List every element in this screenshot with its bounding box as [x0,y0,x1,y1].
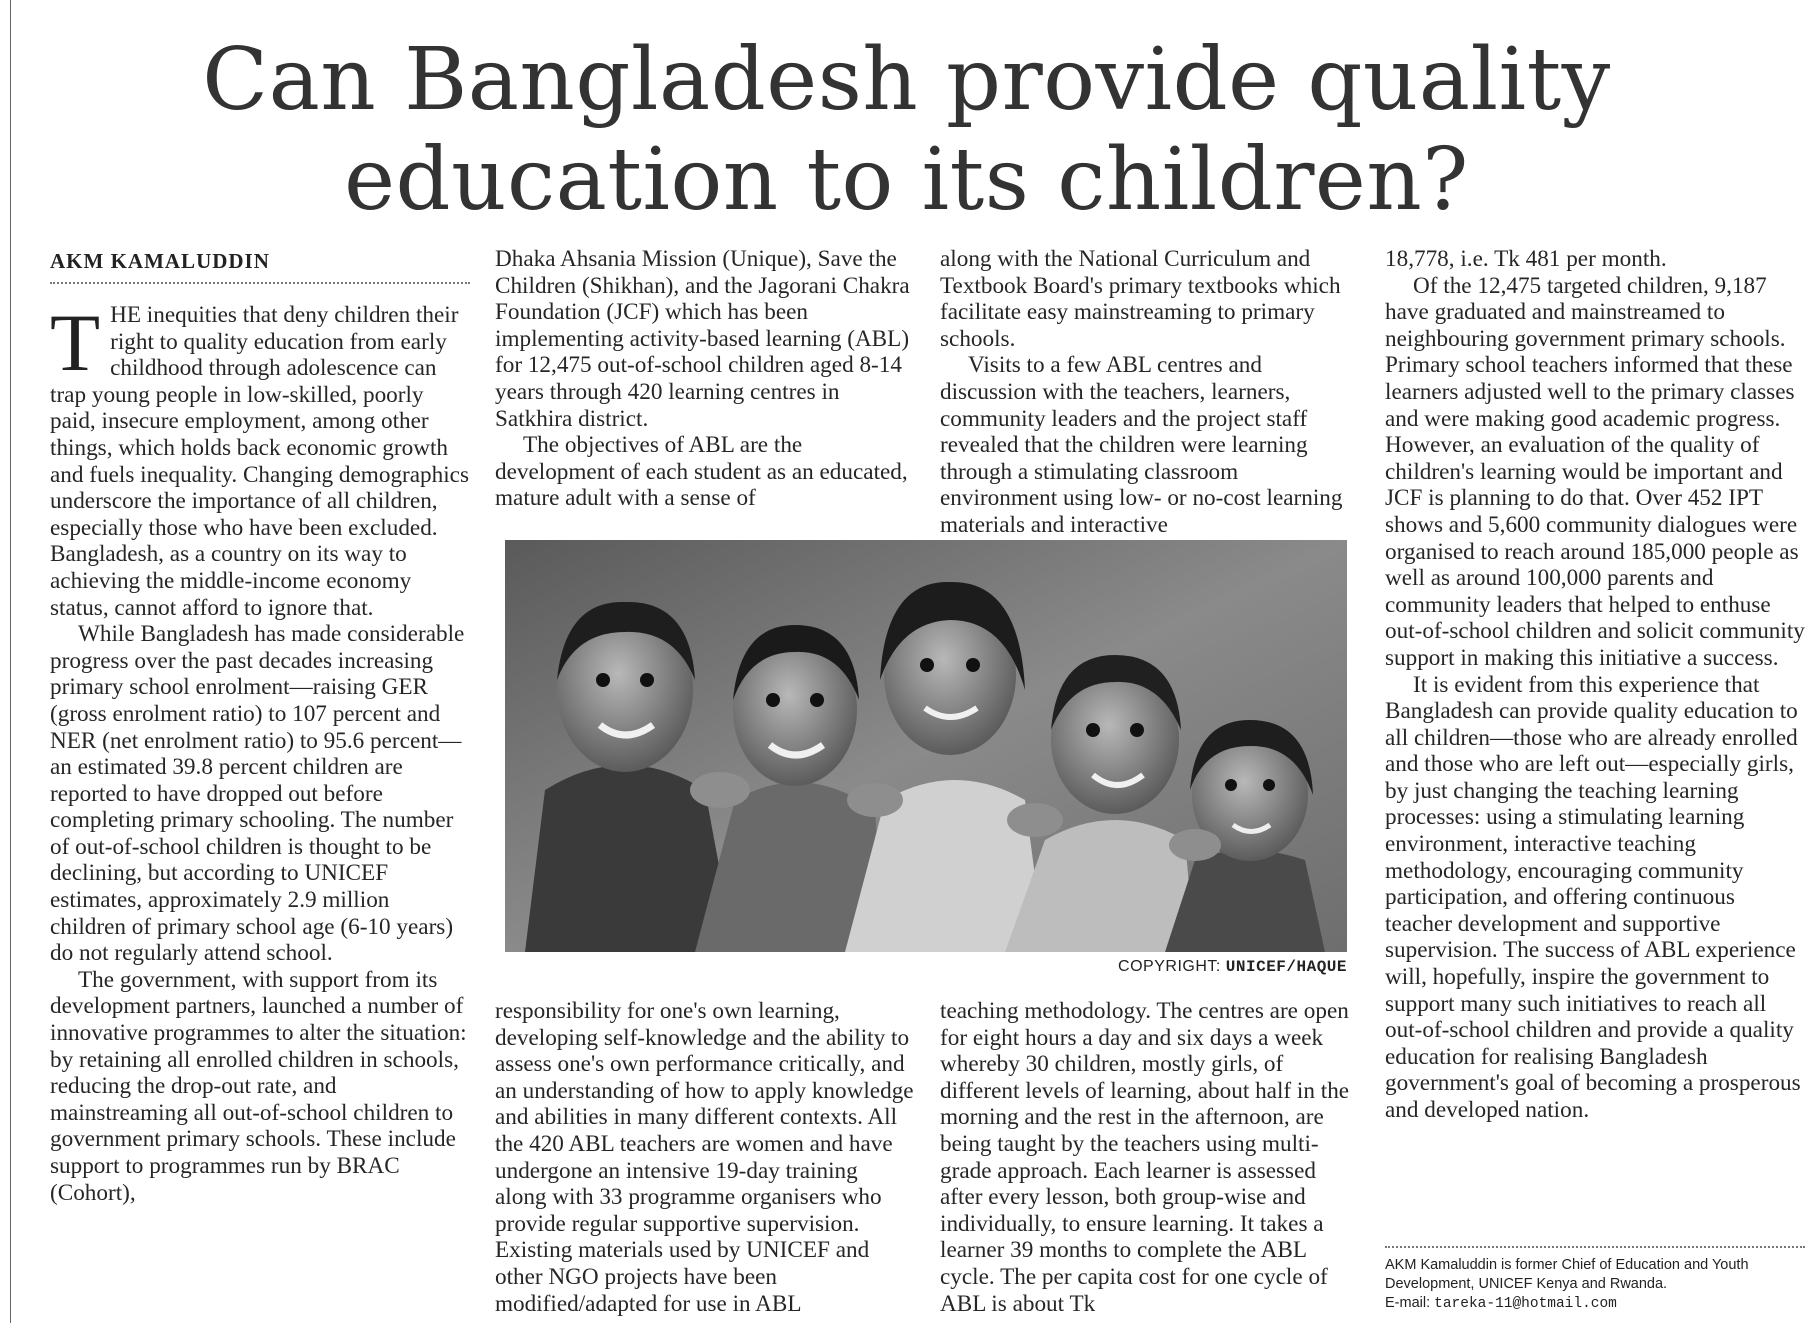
headline [0,30,1813,230]
lead-paragraph-text: HE inequities that deny children their right to quality education from early childhood through adolescence can trap young people in low-skilled, poorly paid, insecure employment, among other things, which holds back economic growth and fuels inequality. Changing demographics underscore the importance of all children, especially those who have been excluded. Bangladesh, as a country on its way to achieving the middle-income economy status, cannot afford to ignore that. [50,302,469,621]
author-email: tareka-11@hotmail.com [1434,1296,1617,1312]
author-bio-text: AKM Kamaluddin is former Chief of Education and Youth Development, UNICEF Kenya and Rwanda. [1385,1257,1749,1292]
article-paragraph: teaching methodology. The centres are open for eight hours a day and six days a week whereby 30 children, mostly girls, of different levels of learning, about half in the morning and the rest in the afternoon, are being taught by the teachers using multi-grade approach. Each learner is assessed after every lesson, both group-wise and individually, to ensure learning. It takes a learner 39 months to complete the ABL cycle. The per capita cost for one cycle of ABL is about Tk [940,998,1350,1317]
drop-cap: T [50,297,101,388]
article-paragraph: responsibility for one's own learning, developing self-knowledge and the ability to assess one's own performance critically, and an understanding of how to apply knowledge and abilities in many different contexts. All the 420 ABL teachers are women and have undergone an intensive 19-day training along with 33 programme organisers who provide regular supportive supervision. Existing materials used by UNICEF and other NGO projects have been modified/adapted for use in ABL [495,998,914,1317]
article-column-3-bottom [940,998,1360,1317]
article-paragraph: 18,778, i.e. Tk 481 per month. [1385,246,1667,272]
article-column-4 [1385,246,1805,1124]
article-column-2-bottom [495,998,915,1317]
byline-divider [50,282,470,284]
photo-credit [505,958,1347,976]
article-column-2-top [495,246,915,512]
headline-line-2: education to its children? [344,130,1469,230]
author-byline: AKM KAMALUDDIN [50,249,270,273]
bio-divider [1385,1246,1805,1248]
article-paragraph: While Bangladesh has made considerable progress over the past decades increasing primary school enrolment—raising GER (gross enrolment ratio) to 107 percent and NER (net enrolment ratio) to 95.6 percent—an estimated 39.8 percent children are reported to have dropped out before completing primary schooling. The number of out-of-school children is thought to be declining, but according to UNICEF estimates, approximately 2.9 million children of primary school age (6-10 years) do not regularly attend school. [50,621,465,967]
article-paragraph: along with the National Curriculum and Textbook Board's primary textbooks which facilitate easy mainstreaming to primary schools. [940,246,1341,352]
article-paragraph: Of the 12,475 targeted children, 9,187 have graduated and mainstreamed to neighbouring government primary schools. Primary school teachers informed that these learners adjusted well to the primary classes and were making good academic progress. However, an evaluation of the quality of children's learning would be important and JCF is planning to do that. Over 452 IPT shows and 5,600 community dialogues were organised to reach around 185,000 people as well as around 100,000 parents and community leaders that helped to enthuse out-of-school children and solicit community support in making this initiative a success. [1385,272,1805,671]
article-paragraph [50,297,470,621]
photo-credit-prefix: COPYRIGHT: [1118,958,1226,975]
article-column-1 [50,246,470,1206]
article-column-3-top [940,246,1360,539]
headline-line-1: Can Bangladesh provide quality [202,30,1611,130]
children-photo [505,540,1347,952]
article-paragraph: The objectives of ABL are the development of each student as an educated, mature adult with a sense of [495,432,908,512]
photo-credit-source: UNICEF/HAQUE [1225,958,1347,976]
article-paragraph: Dhaka Ahsania Mission (Unique), Save the Children (Shikhan), and the Jagorani Chakra Foundation (JCF) which has been implementing activity-based learning (ABL) for 12,475 out-of-school children aged 8-14 years through 420 learning centres in Satkhira district. [495,246,910,432]
author-bio [1385,1256,1805,1314]
email-label: E-mail: [1385,1295,1435,1311]
article-paragraph: Visits to a few ABL centres and discussion with the teachers, learners, community leaders and the project staff revealed that the children were learning through a stimulating classroom environment using low- or no-cost learning materials and interactive [940,352,1343,538]
children-photo-illustration [505,540,1347,952]
article-paragraph: It is evident from this experience that Bangladesh can provide quality education to all children—those who are already enrolled and those who are left out—especially girls, by just changing the teaching learning processes: using a stimulating learning environment, interactive teaching methodology, encouraging community participation, and offering continuous teacher development and supportive supervision. The success of ABL experience will, hopefully, inspire the government to support many such initiatives to reach all out-of-school children and provide a quality education for realising Bangladesh government's goal of becoming a prosperous and developed nation. [1385,671,1801,1123]
article-paragraph: The government, with support from its development partners, launched a number of innovative programmes to alter the situation: by retaining all enrolled children in schools, reducing the drop-out rate, and mainstreaming all out-of-school children to government primary schools. These include support to programmes run by BRAC (Cohort), [50,966,467,1206]
